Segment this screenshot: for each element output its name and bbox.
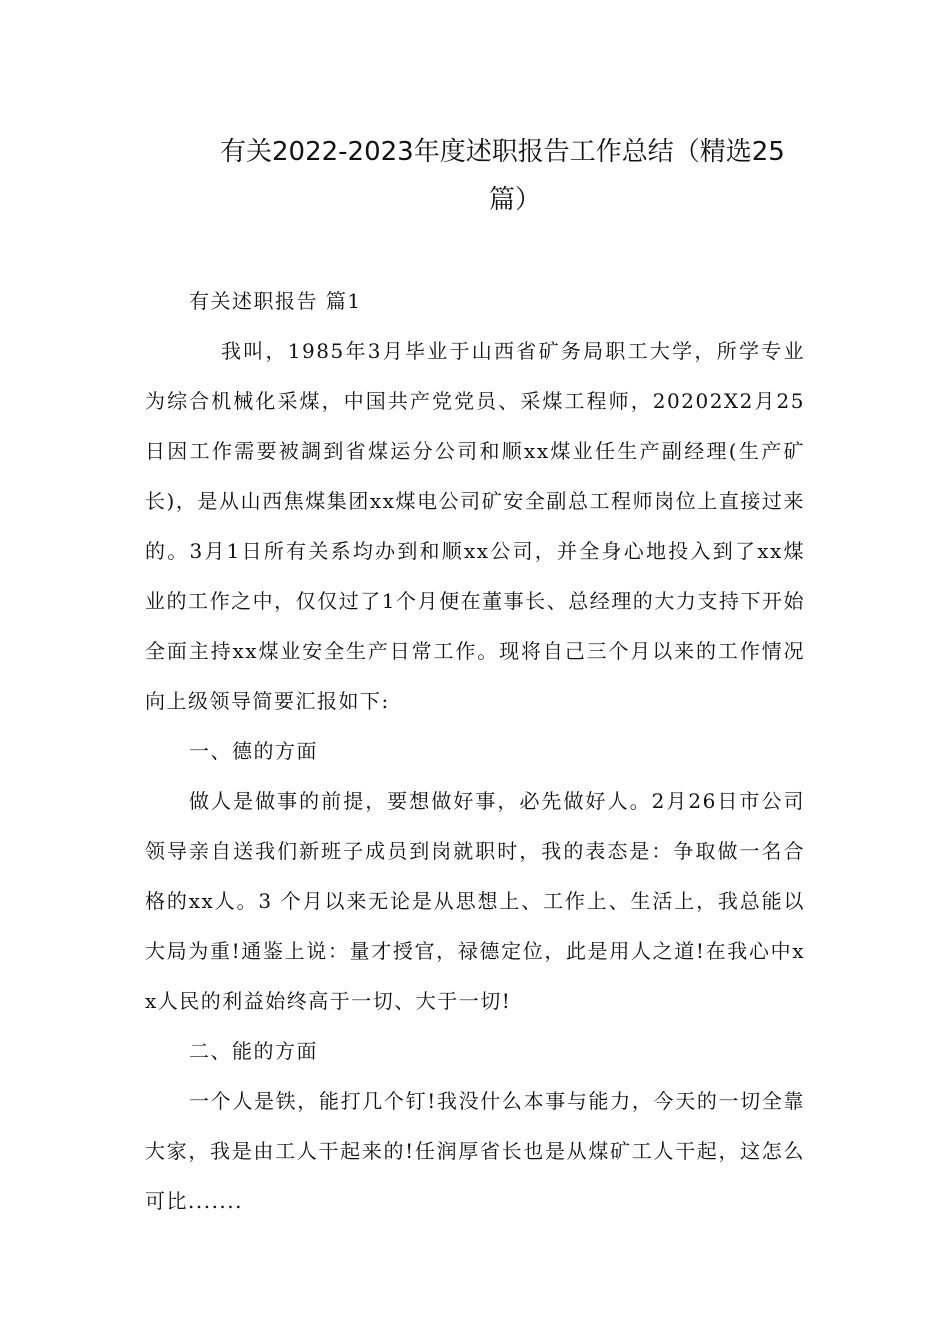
title-line-2: 篇）: [488, 185, 541, 215]
paragraph-intro: 我叫，1985年3月毕业于山西省矿务局职工大学，所学专业为综合机械化采煤，中国共产党党员、采煤工程师，20202X2月25日因工作需要被調到省煤运分公司和顺xx煤业任生产副经理(生产矿长)，是从山西焦煤集团xx煤电公司矿安全副总工程师岗位上直接过来的。3月1日所有关系均办到和顺xx公司，并全身心地投入到了xx煤业的工作之中，仅仅过了1个月便在董事长、总经理的大力支持下开始全面主持xx煤业安全生产日常工作。现将自己三个月以来的工作情况向上级领导简要汇报如下:: [145, 339, 805, 713]
document-title: [145, 128, 805, 224]
heading-ability: 二、能的方面: [189, 1039, 318, 1063]
heading-morality: 一、德的方面: [189, 739, 318, 763]
title-line-1: 有关2022-2023年度述职报告工作总结（精选25: [220, 137, 785, 167]
paragraph-morality: 做人是做事的前提，要想做好事，必先做好人。2月26日市公司领导亲自送我们新班子成员到岗就职时，我的表态是：争取做一名合格的xx人。3 个月以来无论是从思想上、工作上、生活上，我总能以大局为重!通鉴上说：量才授官，禄德定位，此是用人之道!在我心中xx人民的利益始终高于一切、大于一切!: [145, 789, 805, 1013]
paragraph-ability: 一个人是铁，能打几个钉!我没什么本事与能力，今天的一切全靠大家，我是由工人干起来的!任润厚省长也是从煤矿工人干起，这怎么可比.......: [145, 1089, 805, 1213]
document-body: [145, 276, 805, 1226]
section-heading: 有关述职报告 篇1: [189, 289, 362, 313]
